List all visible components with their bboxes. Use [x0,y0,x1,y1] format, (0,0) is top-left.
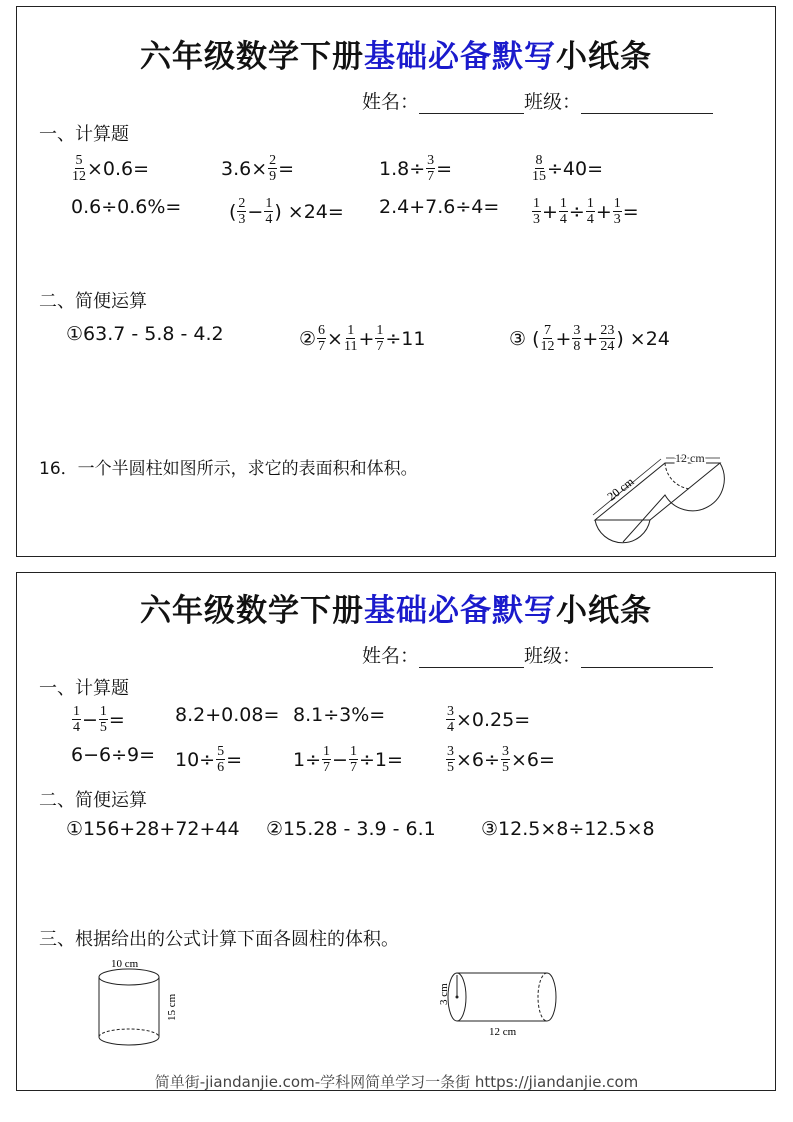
expression-text: = [226,748,243,771]
expression-text: × [327,327,343,350]
numerator: 5 [75,153,83,168]
cylinder-figure-2 [435,963,565,1043]
expression-text: 1÷ [293,748,322,771]
fraction [237,196,246,227]
fraction [532,153,546,184]
denominator: 5 [501,760,509,775]
worksheet-2 [16,572,776,1091]
fraction [446,744,455,775]
denominator: 12 [540,339,555,354]
class-label: 班级： [524,645,582,667]
name-label: 姓名： [362,91,420,113]
fraction [322,744,331,775]
section-heading: 一、计算题 [39,678,129,699]
numerator: 3 [573,323,581,338]
expression-text: 2.4+7.6÷4= [379,196,500,218]
denominator: 5 [99,720,107,735]
fraction [264,196,273,227]
title-part: 小纸条 [556,39,652,75]
denominator: 7 [318,339,326,354]
expression-text: ×6÷ [456,748,500,771]
math-expression [266,818,436,840]
expression-text: 8.1÷3%= [293,704,386,726]
fraction [268,153,277,184]
math-expression [445,744,555,775]
denominator: 11 [343,339,358,354]
math-expression [66,818,240,840]
denominator: 9 [269,169,277,184]
numerator: 1 [559,196,567,211]
fraction [72,153,86,184]
fraction [216,744,225,775]
denominator: 3 [533,212,540,227]
numerator: 1 [613,196,621,211]
expression-text: − [82,708,98,731]
fraction [446,704,455,735]
expression-text: + [555,327,572,350]
class-field[interactable] [581,647,713,668]
diameter-label: 10 cm [111,958,139,970]
expression-text: = [278,157,295,180]
worksheet-1 [16,6,776,557]
fraction [344,323,357,354]
denominator: 4 [447,720,454,735]
expression-text: + [582,327,599,350]
math-expression [175,704,279,726]
expression-text: = [108,708,125,731]
length-label: 12 cm [489,1026,517,1038]
fraction [317,323,326,354]
numerator: 8 [535,153,543,168]
math-expression [509,323,670,354]
math-expression [175,744,242,775]
numerator: 1 [586,196,594,211]
numerator: 3 [447,704,454,719]
expression-text: ) ×24 [616,327,670,350]
fraction [349,744,358,775]
title-part: 小纸条 [556,593,652,629]
numerator: 1 [347,323,355,338]
numerator: 1 [73,704,80,719]
math-expression [299,323,425,354]
fraction [375,323,384,354]
half-cylinder-figure [583,447,763,552]
denominator: 6 [217,760,225,775]
expression-text: ) ×24= [274,200,344,223]
fraction [572,323,581,354]
math-expression [293,704,385,726]
math-expression [71,704,125,735]
name-class-row [362,641,713,668]
expression-text: + [595,200,612,223]
math-expression [293,744,403,775]
numerator: 1 [99,704,107,719]
math-expression [229,196,344,227]
denominator: 7 [349,760,357,775]
fraction [426,153,435,184]
math-expression [71,153,149,184]
expression-text: − [332,748,348,771]
denominator: 7 [323,760,331,775]
fraction [99,704,108,735]
numerator: 1 [376,323,384,338]
expression-text: 6−6÷9= [71,744,156,766]
numerator: 5 [217,744,225,759]
denominator: 4 [73,720,80,735]
denominator: 4 [559,212,567,227]
math-expression [71,744,155,766]
fraction [532,196,541,227]
expression-text: ③ ( [509,327,540,350]
math-expression [531,196,639,227]
sheet-title [17,31,775,76]
denominator: 3 [238,212,246,227]
expression-text: ②15.28 - 3.9 - 6.1 [266,818,436,840]
expression-text: ①63.7 - 5.8 - 4.2 [66,323,224,345]
radius-label: 3 cm [438,983,450,1005]
expression-text: ÷40= [547,157,604,180]
denominator: 5 [447,760,454,775]
section-heading: 二、简便运算 [39,291,147,312]
height-label: 15 cm [166,993,178,1021]
class-label: 班级： [524,91,582,113]
fraction [541,323,555,354]
expression-text: ÷ [568,200,585,223]
numerator: 1 [349,744,357,759]
denominator: 8 [573,339,581,354]
expression-text: = [436,157,453,180]
math-expression [221,153,294,184]
math-expression [379,153,452,184]
expression-text: ①156+28+72+44 [66,818,240,840]
numerator: 6 [318,323,326,338]
denominator: 7 [427,169,435,184]
title-highlight: 基础必备默写 [364,39,556,75]
expression-text: ×0.6= [87,157,150,180]
name-field[interactable] [419,647,524,668]
name-class-row [362,87,713,114]
numerator: 3 [501,744,509,759]
expression-text: + [542,200,558,223]
fraction [501,744,510,775]
fraction [72,704,81,735]
expression-text: 3.6× [221,157,268,180]
expression-text: = [622,200,639,223]
math-expression [481,818,655,840]
fraction [613,196,622,227]
expression-text: ② [299,327,317,350]
denominator: 24 [600,339,615,354]
numerator: 2 [269,153,277,168]
cylinder-figure-1 [95,953,185,1053]
expression-text: 1.8÷ [379,157,426,180]
math-expression [379,196,499,218]
denominator: 4 [586,212,594,227]
length-label: 20 cm [604,474,637,504]
fraction [599,323,615,354]
numerator: 3 [427,153,435,168]
numerator: 3 [447,744,454,759]
title-part: 六年级数学下册 [140,593,364,629]
section-heading: 二、简便运算 [39,790,147,811]
numerator: 7 [544,323,551,338]
math-expression [445,704,530,735]
math-expression [71,196,181,218]
expression-text: 8.2+0.08= [175,704,280,726]
denominator: 15 [532,169,546,184]
expression-text: ÷1= [358,748,403,771]
section-heading: 一、计算题 [39,124,129,145]
expression-text: − [247,200,264,223]
numerator: 23 [600,323,615,338]
title-highlight: 基础必备默写 [364,593,556,629]
fraction [559,196,568,227]
expression-text: ③12.5×8÷12.5×8 [481,818,655,840]
denominator: 3 [613,212,621,227]
expression-text: ×0.25= [456,708,531,731]
denominator: 12 [72,169,86,184]
expression-text: + [358,327,375,350]
expression-text: 10÷ [175,748,216,771]
numerator: 1 [265,196,273,211]
numerator: 2 [238,196,246,211]
numerator: 1 [323,744,331,759]
sheet-title [17,585,775,630]
expression-text: 0.6÷0.6%= [71,196,182,218]
class-field[interactable] [581,93,713,114]
expression-text: ×6= [510,748,555,771]
footer-watermark: 简单街-jiandanjie.com-学科网简单学习一条街 https://jiandanjie.com [154,1073,639,1091]
denominator: 4 [265,212,273,227]
name-label: 姓名： [362,645,420,667]
fraction [586,196,595,227]
title-part: 六年级数学下册 [140,39,364,75]
section-heading: 三、根据给出的公式计算下面各圆柱的体积。 [39,929,399,950]
width-label: 12 cm [675,451,705,465]
expression-text: ( [229,200,237,223]
numerator: 1 [533,196,540,211]
name-field[interactable] [419,93,524,114]
denominator: 7 [376,339,384,354]
question-16: 16．一个半圆柱如图所示，求它的表面积和体积。 [39,459,418,479]
math-expression [66,323,224,345]
math-expression [531,153,603,184]
expression-text: ÷11 [385,327,426,350]
